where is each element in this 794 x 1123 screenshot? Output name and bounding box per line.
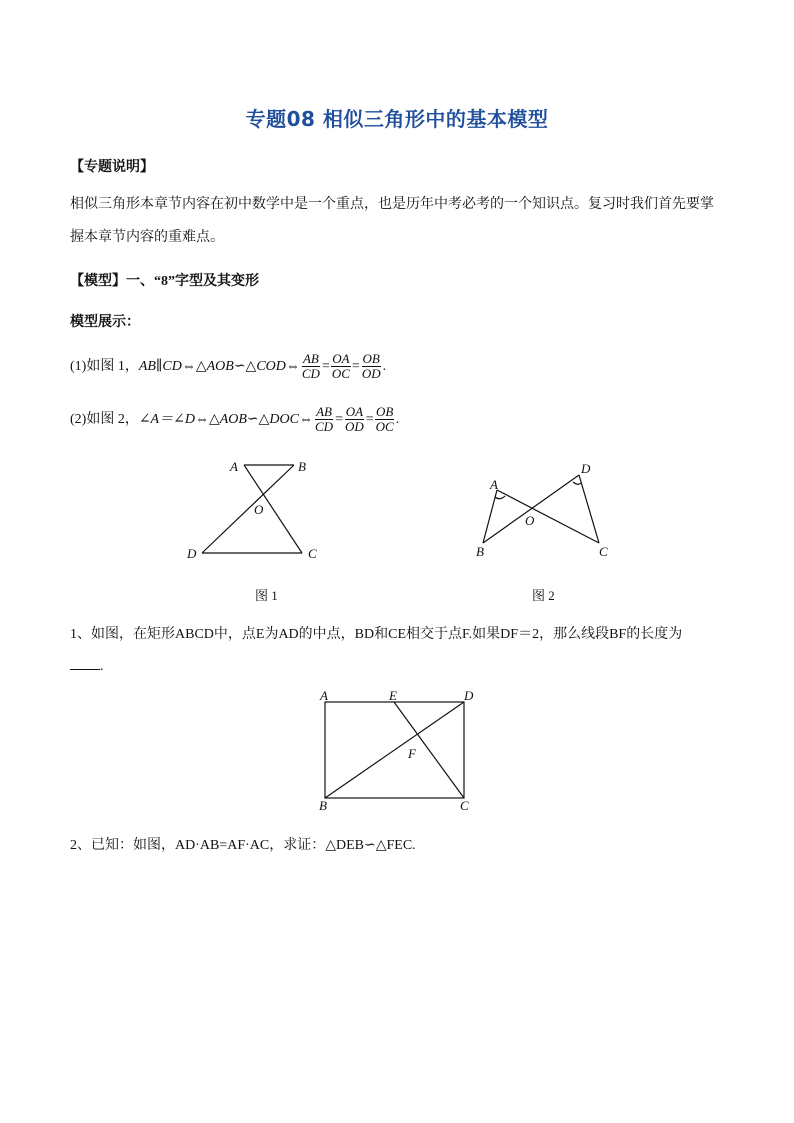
fig1-segment-bd xyxy=(202,465,294,553)
fig2-label-c: C xyxy=(599,544,608,559)
fig3-label-d: D xyxy=(464,690,474,703)
fig1-label-c: C xyxy=(308,546,317,561)
fig2-label-d: D xyxy=(581,461,591,476)
item1-fraction-3 xyxy=(361,352,382,381)
figure-rectangle-diagram xyxy=(310,690,485,815)
item2-prefix: (2)如图 2， xyxy=(70,411,139,427)
model-display-label: 模型展示： xyxy=(70,315,140,330)
question-2-text: 2、已知：如图，AD·AB=AF·AC，求证：△DEB∽△FEC. xyxy=(70,838,416,853)
item1-f2-numerator: OA xyxy=(332,351,350,366)
figure-2-diagram xyxy=(470,455,620,570)
item1-fraction-2 xyxy=(331,352,351,381)
item1-eq-1: = xyxy=(321,358,330,374)
item1-f3-denominator: OD xyxy=(361,366,381,381)
item2-end: . xyxy=(395,411,400,427)
fig2-segment-dc xyxy=(579,475,599,543)
item2-f1-denominator: CD xyxy=(315,419,334,434)
item1-f1-denominator: CD xyxy=(301,366,320,381)
question-1-answer-line xyxy=(70,657,730,677)
figure-1-caption: 图 1 xyxy=(255,588,278,603)
model-heading: 【模型】一、“8”字型及其变形 xyxy=(70,274,259,289)
fig3-label-a: A xyxy=(320,690,328,703)
item1-f2-denominator: OC xyxy=(331,366,350,381)
model-item-1 xyxy=(70,352,730,381)
item2-fraction-2 xyxy=(344,405,365,434)
diagonal-bd xyxy=(325,702,464,798)
fig3-label-e: E xyxy=(389,690,397,703)
item2-condition: ∠A＝∠D⇔△AOB∽△DOC⇔ xyxy=(138,411,313,427)
fig2-label-o: O xyxy=(525,513,535,528)
item1-condition: AB∥CD⇔△AOB∽△COD⇔ xyxy=(138,358,300,374)
question-1-text: 1、如图，在矩形ABCD中，点E为AD的中点，BD和CE相交于点F.如果DF＝2，那么线段BF的长度为 xyxy=(70,627,683,642)
item2-eq-1: = xyxy=(335,411,343,427)
model-item-2 xyxy=(70,405,730,434)
intro-line-1: 相似三角形本章节内容在初中数学中是一个重点，也是历年中考必考的一个知识点。复习时我们首先要掌 xyxy=(70,197,714,212)
segment-ce xyxy=(394,702,464,798)
item2-fraction-1 xyxy=(314,405,334,434)
fig2-label-a: A xyxy=(490,477,498,492)
fig3-label-f: F xyxy=(408,746,416,761)
item2-f2-numerator: OA xyxy=(345,404,364,419)
item2-eq-2: = xyxy=(365,411,374,427)
item1-end: . xyxy=(382,358,387,374)
item2-f1-numerator: AB xyxy=(316,404,332,419)
item1-prefix: (1)如图 1， xyxy=(70,358,139,374)
fig1-label-d: D xyxy=(187,546,197,561)
item1-fraction-1 xyxy=(301,352,321,381)
fig1-label-o: O xyxy=(254,502,264,517)
fig1-label-b: B xyxy=(298,459,306,474)
fig2-segment-ac xyxy=(497,490,599,543)
answer-blank[interactable] xyxy=(70,657,100,670)
item2-f3-denominator: OC xyxy=(375,419,394,434)
item2-f2-denominator: OD xyxy=(344,419,364,434)
fig2-angle-a-mark xyxy=(495,496,505,499)
fig1-label-a: A xyxy=(230,459,238,474)
item2-f3-numerator: OB xyxy=(376,404,394,419)
fig3-label-c: C xyxy=(460,798,469,813)
fig2-angle-d-mark xyxy=(573,482,581,484)
figure-2-caption: 图 2 xyxy=(532,588,555,603)
fig1-segment-ac xyxy=(244,465,302,553)
item1-f1-numerator: AB xyxy=(302,351,319,366)
item1-f3-numerator: OB xyxy=(362,351,380,366)
intro-heading: 【专题说明】 xyxy=(70,160,154,175)
page-title: 专题08 相似三角形中的基本模型 xyxy=(245,107,549,131)
question-1-end: . xyxy=(100,659,104,674)
figure-1-diagram xyxy=(180,455,340,570)
fig2-label-b: B xyxy=(476,544,484,559)
intro-line-2: 握本章节内容的重难点。 xyxy=(70,230,224,245)
item2-fraction-3 xyxy=(375,405,395,434)
fig3-label-b: B xyxy=(319,798,327,813)
item1-eq-2: = xyxy=(351,358,360,374)
